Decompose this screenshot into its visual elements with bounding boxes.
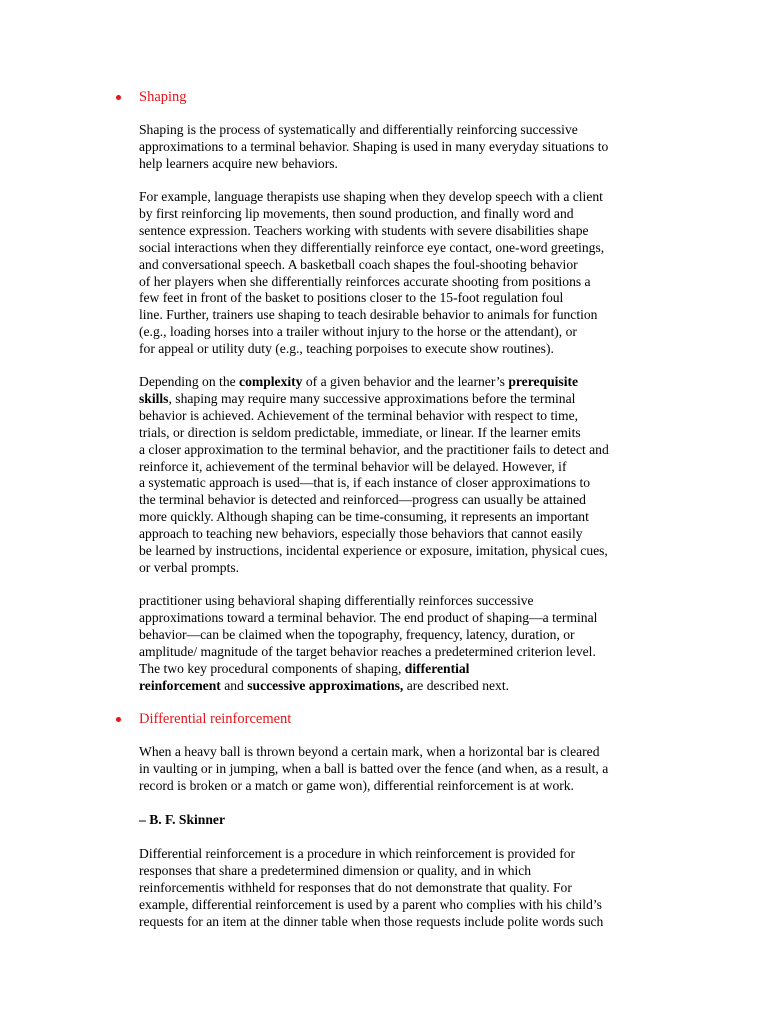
text-line: help learners acquire new behaviors. bbox=[139, 155, 338, 171]
text-line: When a heavy ball is thrown beyond a certain mark, when a horizontal bar is cleared bbox=[139, 744, 600, 759]
paragraph-shaping-summary bbox=[139, 593, 687, 694]
text-run: Depending on the bbox=[139, 374, 240, 389]
text-run: and bbox=[220, 677, 248, 693]
bold-term-reinforcement: reinforcement bbox=[139, 677, 221, 693]
paragraph-shaping-examples bbox=[139, 189, 687, 358]
text-line: approach to teaching new behaviors, especially those behaviors that cannot easily bbox=[139, 526, 583, 542]
text-line: a systematic approach is used—that is, if each instance of closer approximations to bbox=[139, 475, 591, 491]
paragraph-shaping-complexity bbox=[139, 374, 687, 577]
text-line: the terminal behavior is detected and reinforced—progress can usually be attained bbox=[139, 492, 586, 508]
text-line: social interactions when they differentially reinforce eye contact, one-word greetings, bbox=[139, 239, 605, 255]
bold-term-differential: differential bbox=[404, 660, 470, 676]
paragraph-differential-definition bbox=[139, 846, 687, 931]
text-line: for appeal or utility duty (e.g., teaching porpoises to execute show routines). bbox=[139, 341, 554, 357]
text-line bbox=[139, 678, 687, 695]
text-line: sentence expression. Teachers working with students with severe disabilities shape bbox=[139, 222, 589, 238]
text-line: in vaulting or in jumping, when a ball is batted over the fence (and when, as a result, a bbox=[139, 760, 609, 776]
text-line: reinforce it, achievement of the terminal behavior will be delayed. However, if bbox=[139, 458, 567, 474]
text-line: and conversational speech. A basketball coach shapes the foul-shooting behavior bbox=[139, 256, 578, 272]
text-line: more quickly. Although shaping can be time-consuming, it represents an important bbox=[139, 509, 589, 525]
text-run: , shaping may require many successive approximations before the terminal bbox=[168, 390, 576, 406]
text-line: approximations toward a terminal behavior. The end product of shaping—a terminal bbox=[139, 609, 598, 625]
text-line: For example, language therapists use shaping when they develop speech with a client bbox=[139, 189, 603, 204]
text-line: requests for an item at the dinner table when those requests include polite words such bbox=[139, 913, 604, 929]
text-run: are described next. bbox=[403, 677, 510, 693]
text-line: or verbal prompts. bbox=[139, 559, 240, 575]
text-line: practitioner using behavioral shaping differentially reinforces successive bbox=[139, 593, 534, 608]
text-line bbox=[139, 391, 687, 408]
text-line: line. Further, trainers use shaping to teach desirable behavior to animals for function bbox=[139, 307, 598, 323]
text-line: behavior is achieved. Achievement of the terminal behavior with respect to time, bbox=[139, 407, 579, 423]
bold-term-prerequisite: prerequisite bbox=[508, 374, 579, 389]
text-line: reinforcementis withheld for responses that do not demonstrate that quality. For bbox=[139, 879, 572, 895]
quote-attribution bbox=[139, 812, 687, 829]
text-line: few feet in front of the basket to positions closer to the 15-foot regulation foul bbox=[139, 290, 564, 306]
text-line: trials, or direction is seldom predictable, immediate, or linear. If the learner emits bbox=[139, 424, 581, 440]
bold-term-successive-approximations: successive approximations, bbox=[247, 677, 404, 693]
text-run: The two key procedural components of shaping, bbox=[139, 660, 405, 676]
bold-term-skills: skills bbox=[139, 390, 169, 406]
attribution-text: – B. F. Skinner bbox=[139, 812, 225, 827]
paragraph-shaping-definition bbox=[139, 122, 687, 173]
quote-skinner bbox=[139, 744, 687, 795]
text-line: record is broken or a match or game won), differential reinforcement is at work. bbox=[139, 777, 574, 793]
bold-term-complexity: complexity bbox=[239, 374, 303, 389]
text-line: example, differential reinforcement is used by a parent who complies with his child’s bbox=[139, 896, 602, 912]
bullet-icon bbox=[116, 95, 121, 100]
bullet-icon bbox=[116, 717, 121, 722]
text-line: of her players when she differentially reinforces accurate shooting from positions a bbox=[139, 273, 591, 289]
text-line bbox=[139, 374, 687, 391]
text-line bbox=[139, 661, 687, 678]
text-line: Shaping is the process of systematically and differentially reinforcing successive bbox=[139, 122, 578, 137]
text-line: responses that share a predetermined dimension or quality, and in which bbox=[139, 862, 532, 878]
text-line: a closer approximation to the terminal behavior, and the practitioner fails to detect and bbox=[139, 441, 609, 457]
text-line: be learned by instructions, incidental experience or exposure, imitation, physical cues, bbox=[139, 543, 608, 559]
section-heading-differential-reinforcement: Differential reinforcement bbox=[139, 711, 292, 727]
text-line: (e.g., loading horses into a trailer without injury to the horse or the attendant), or bbox=[139, 324, 577, 340]
text-run: of a given behavior and the learner’s bbox=[302, 374, 509, 389]
text-line: approximations to a terminal behavior. Shaping is used in many everyday situations to bbox=[139, 138, 609, 154]
section-heading-shaping: Shaping bbox=[139, 89, 187, 105]
text-line: Differential reinforcement is a procedure in which reinforcement is provided for bbox=[139, 846, 576, 861]
text-line: amplitude/ magnitude of the target behavior reaches a predetermined criterion level. bbox=[139, 643, 596, 659]
text-line: by first reinforcing lip movements, then sound production, and finally word and bbox=[139, 205, 574, 221]
text-line: behavior—can be claimed when the topography, frequency, latency, duration, or bbox=[139, 626, 575, 642]
